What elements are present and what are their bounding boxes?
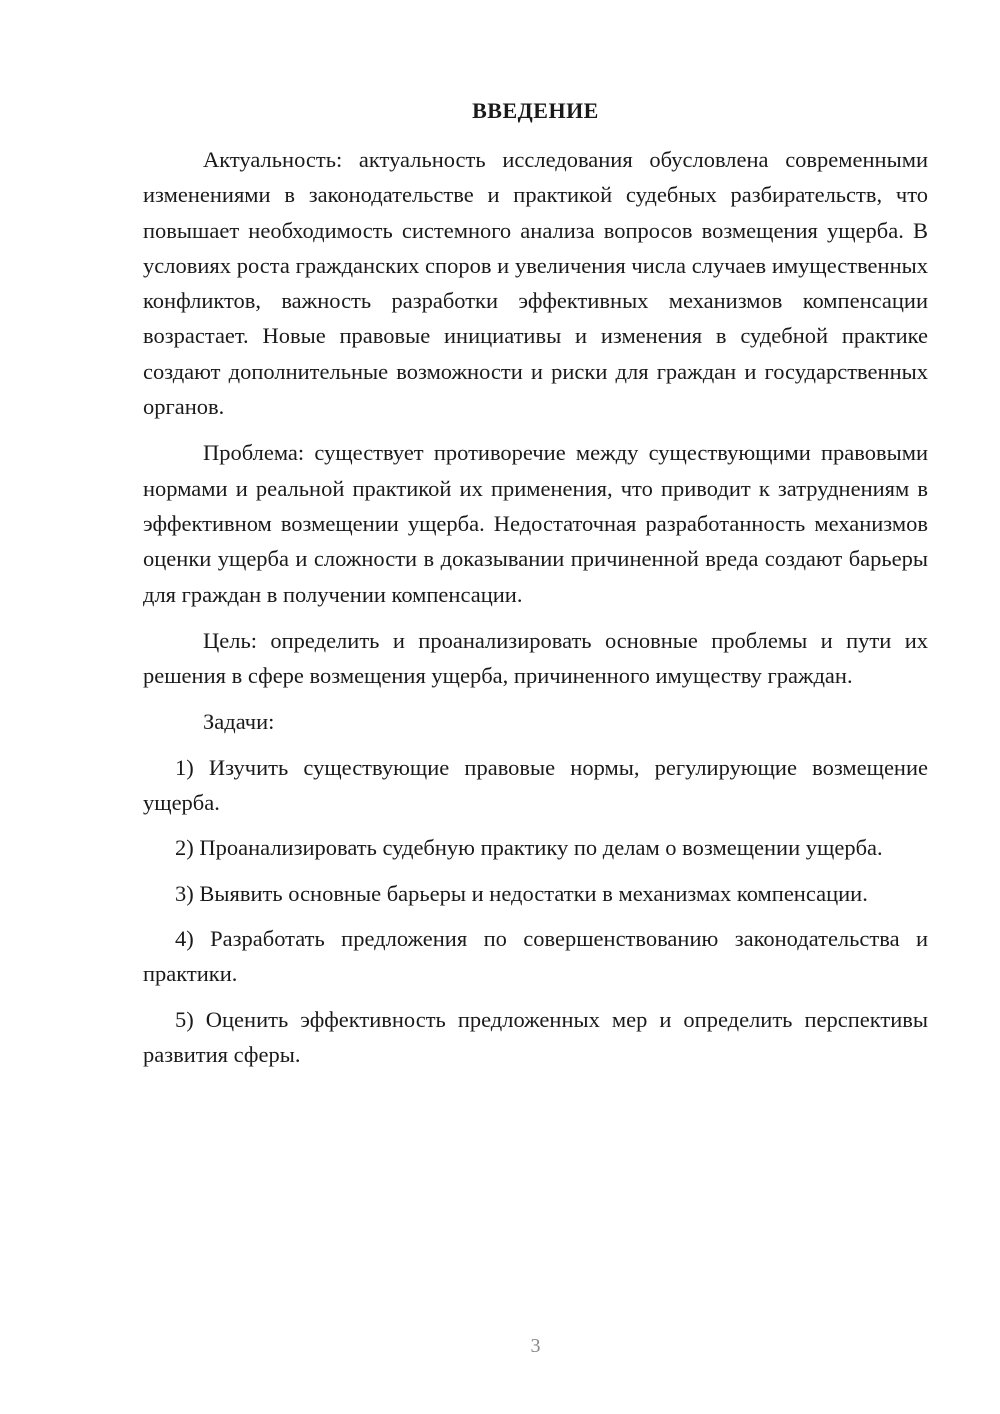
page-number: 3 [530,1335,541,1357]
paragraph-relevance: Актуальность: актуальность исследования обусловлена современными изменениями в законодательстве и практикой судебных разбирательств, что повышает необходимость системного анализа вопросов возмещения ущерба. В условиях роста гражданских споров и увеличения числа случаев имущественных конфликтов, важность разработки эффективных механизмов компенсации возрастает. Новые правовые инициативы и изменения в судебной практике создают дополнительные возможности и риски для граждан и государственных органов. [143,147,928,420]
tasks-label: Задачи: [203,709,275,735]
list-item-task-1: 1) Изучить существующие правовые нормы, регулирующие возмещение ущерба. [143,754,928,816]
list-item-task-2: 2) Проанализировать судебную практику по делам о возмещении ущерба. [175,835,883,861]
paragraph-problem: Проблема: существует противоречие между существующими правовыми нормами и реальной практикой их применения, что приводит к затруднениям в эффективном возмещении ущерба. Недостаточная разработанность механизмов оценки ущерба и сложности в доказывании причиненной вреда создают барьеры для граждан в получении компенсации. [143,440,928,607]
document-body [143,142,928,1072]
list-item-task-4: 4) Разработать предложения по совершенствованию законодательства и практики. [143,925,928,987]
document-page [143,0,928,1414]
list-item-task-3: 3) Выявить основные барьеры и недостатки в механизмах компенсации. [175,880,868,906]
list-item-task-5: 5) Оценить эффективность предложенных мер и определить перспективы развития сферы. [143,1006,928,1067]
section-heading: ВВЕДЕНИЕ [472,98,599,123]
paragraph-goal: Цель: определить и проанализировать основные проблемы и пути их решения в сфере возмещения ущерба, причиненного имуществу граждан. [143,627,928,689]
